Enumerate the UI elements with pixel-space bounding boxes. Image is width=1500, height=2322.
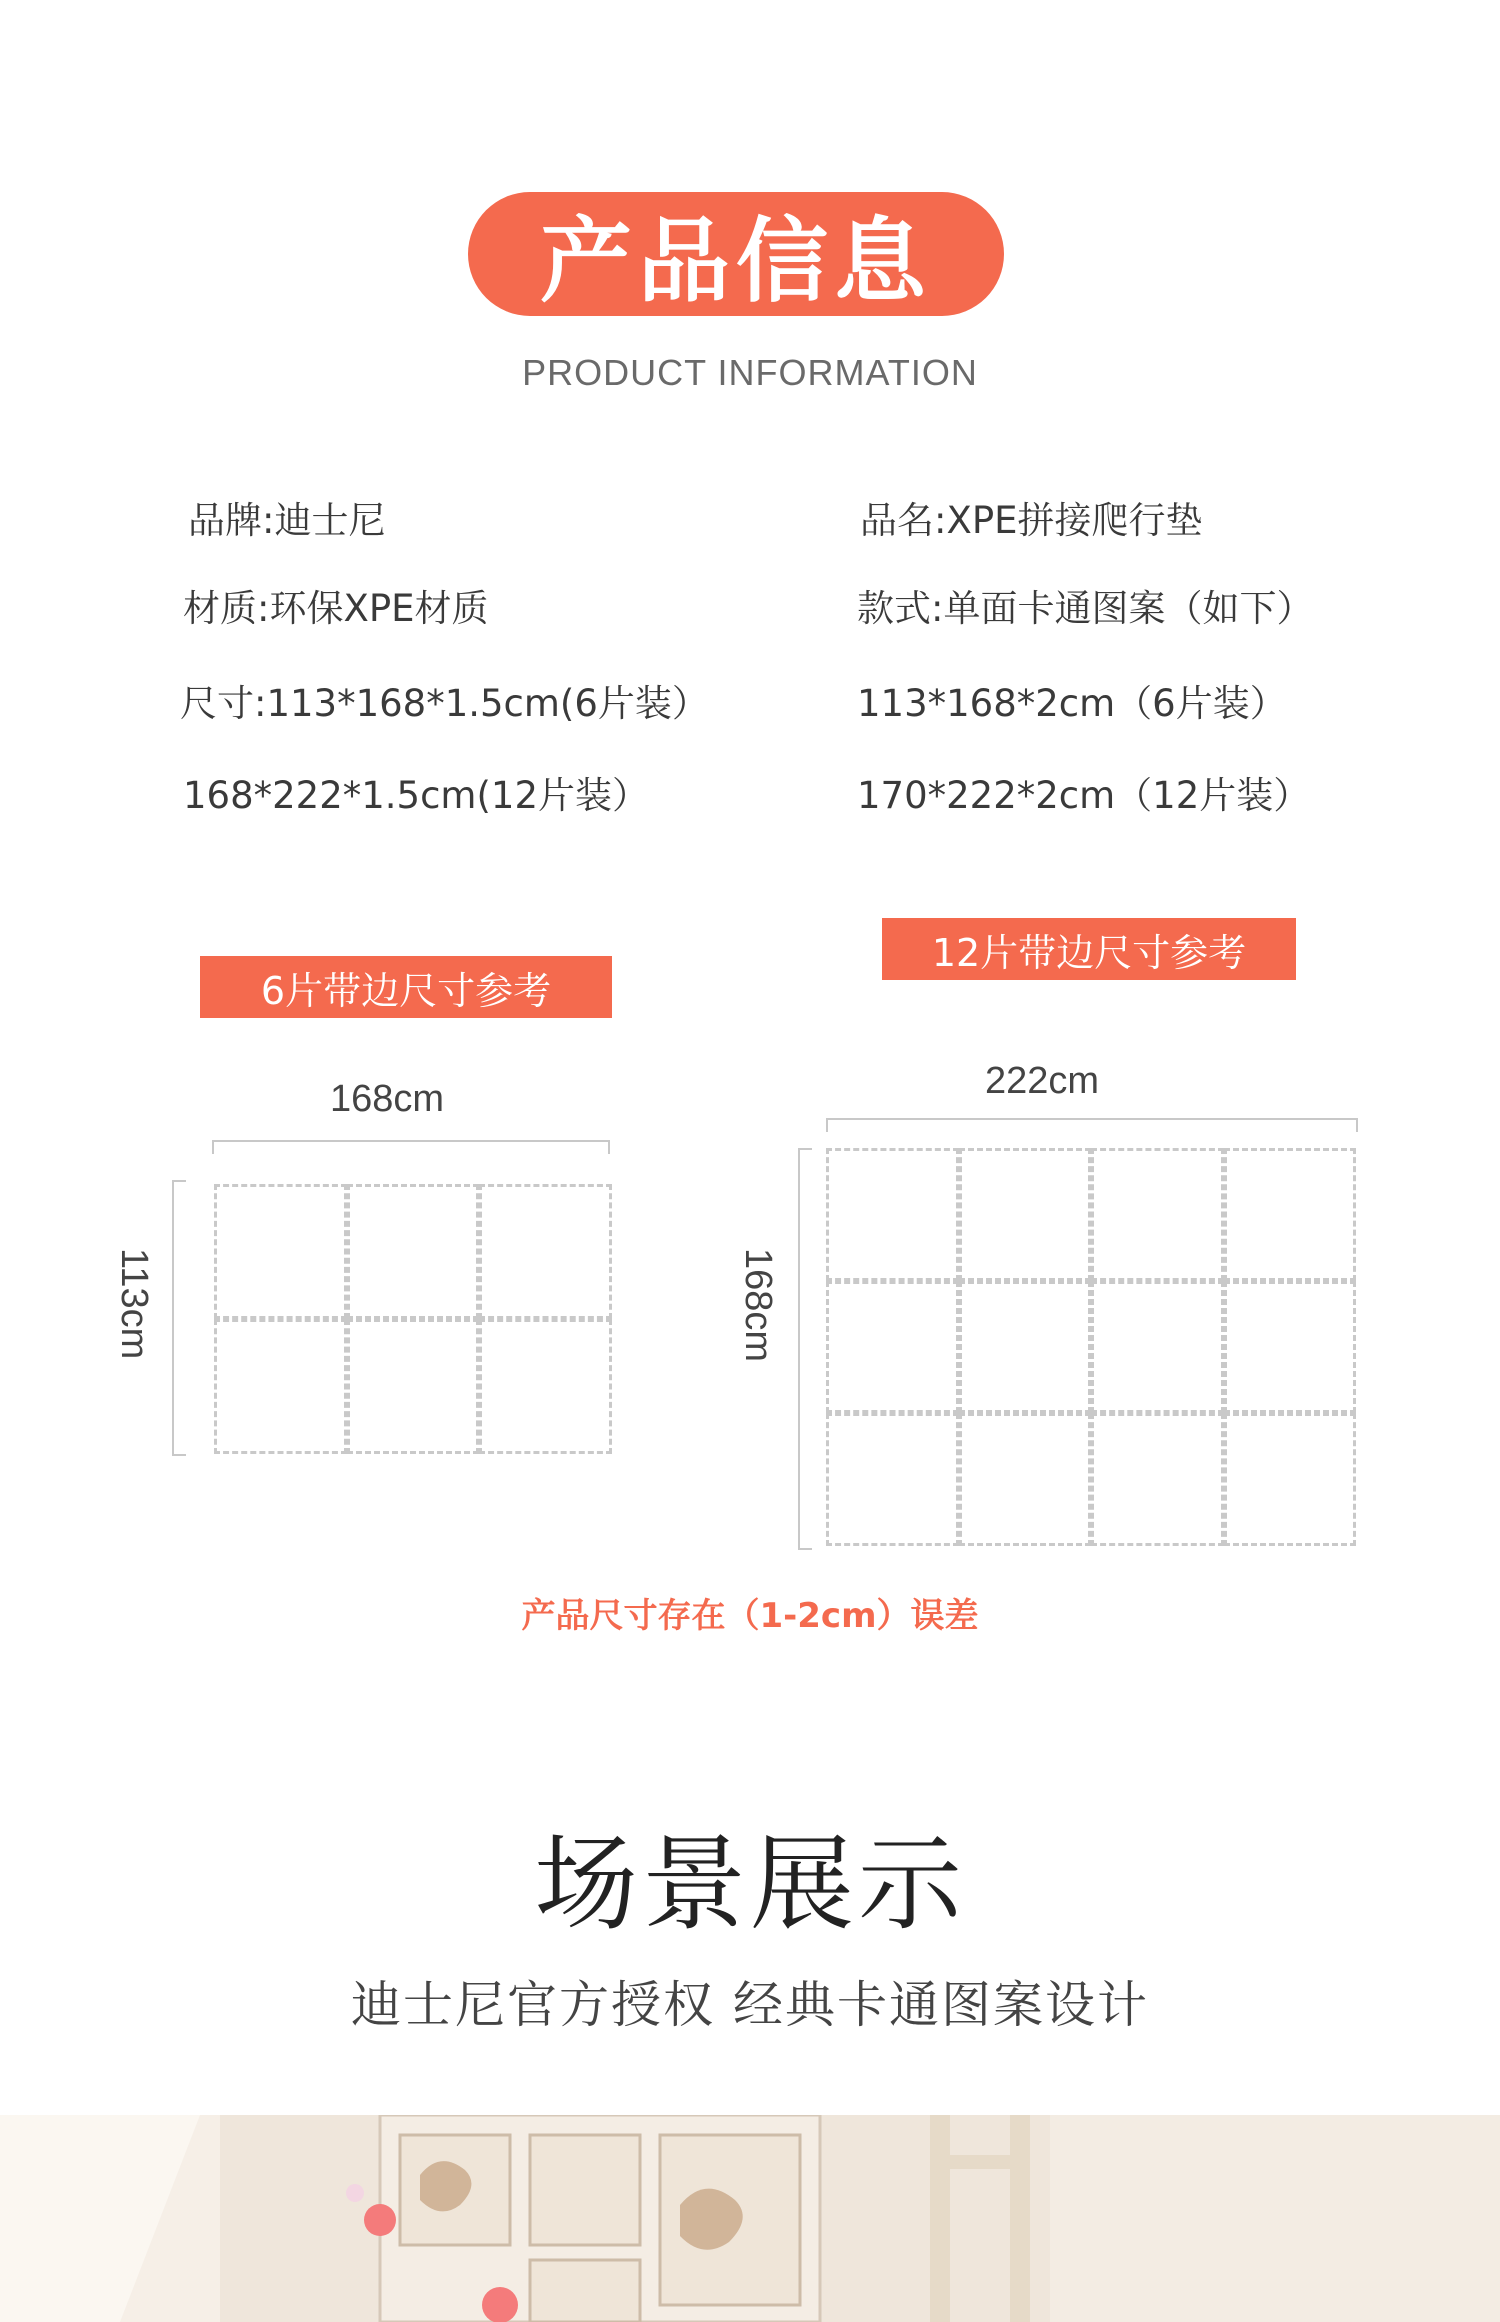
scene-photo-illustration [0,2115,1500,2322]
mat-tile [214,1319,347,1454]
size-error-note: 产品尺寸存在（1-2cm）误差 [521,1596,979,1636]
mat-tile [826,1413,959,1546]
mat-tile [1224,1281,1357,1414]
spec-size-b2: 170*222*2cm（12片装） [857,774,1311,817]
mat-tile [479,1184,612,1319]
mat-tile [959,1148,1092,1281]
six-width-bracket [212,1140,610,1154]
page-subtitle: PRODUCT INFORMATION [522,352,978,393]
spec-size-b1: 113*168*2cm（6片装） [857,682,1287,725]
twelve-width-bracket [826,1118,1358,1132]
page-title: 产品信息 [539,208,932,315]
title-badge [468,192,1004,316]
mat-tile [1224,1148,1357,1281]
spec-size-a2: 168*222*1.5cm(12片装） [183,774,649,817]
spec-size-a1: 尺寸:113*168*1.5cm(6片装） [180,682,709,725]
spec-name: 品名:XPE拼接爬行垫 [860,499,1203,542]
six-height-bracket [172,1180,186,1456]
twelve-height-label: 168cm [737,1248,779,1363]
mat-tile [959,1281,1092,1414]
mat-tile [959,1413,1092,1546]
twelve-piece-label [882,918,1296,980]
mat-tile [1091,1281,1224,1414]
mat-tile [1091,1413,1224,1546]
scene-subtitle: 迪士尼官方授权 经典卡通图案设计 [351,1976,1149,2034]
six-piece-label [200,956,612,1018]
twelve-height-bracket [798,1148,812,1550]
twelve-piece-label-text: 12片带边尺寸参考 [931,930,1247,975]
spec-brand: 品牌:迪士尼 [188,499,386,542]
spec-material: 材质:环保XPE材质 [183,587,489,630]
six-width-label: 168cm [330,1078,445,1120]
mat-tile [347,1184,480,1319]
mat-tile [1091,1148,1224,1281]
mat-tile [1224,1413,1357,1546]
six-height-label: 113cm [113,1248,155,1360]
scene-title: 场景展示 [533,1823,966,1945]
scene-photo [0,2115,1500,2322]
mat-tile [479,1319,612,1454]
six-piece-label-text: 6片带边尺寸参考 [260,968,552,1013]
twelve-piece-grid [826,1148,1356,1546]
spec-style: 款式:单面卡通图案（如下） [857,587,1314,630]
mat-tile [826,1148,959,1281]
six-piece-grid [214,1184,612,1454]
mat-tile [347,1319,480,1454]
mat-tile [214,1184,347,1319]
mat-tile [826,1281,959,1414]
twelve-width-label: 222cm [985,1060,1100,1102]
